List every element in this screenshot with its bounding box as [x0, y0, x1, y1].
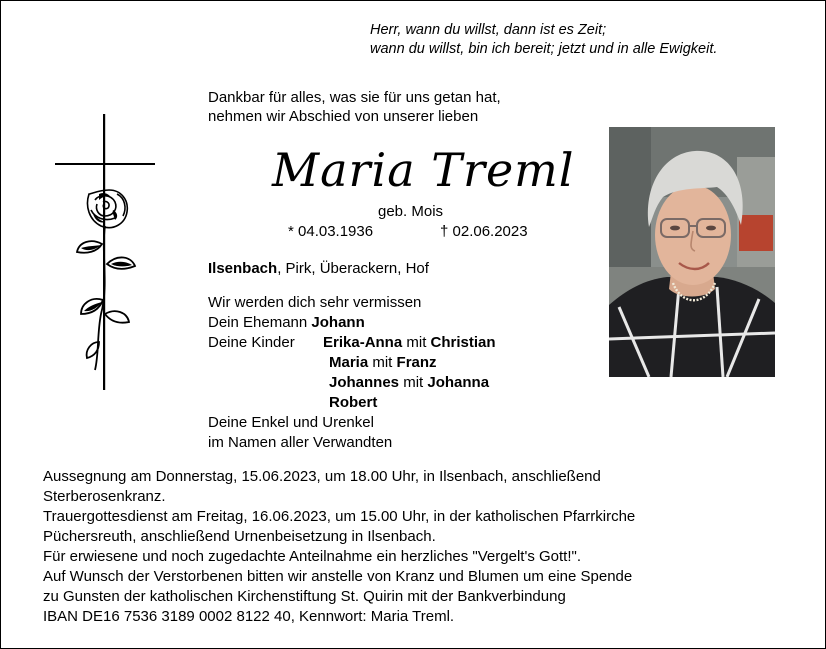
intro-line: Dankbar für alles, was sie für uns getan hat, [208, 89, 501, 106]
mourners-intro: Wir werden dich sehr vermissen [208, 294, 422, 311]
portrait-photo [609, 127, 775, 377]
footer-line: IBAN DE16 7536 3189 0002 8122 40, Kennwort: Maria Treml. [43, 608, 455, 625]
child-name: Robert [329, 394, 378, 411]
child-partner: Franz [396, 354, 437, 371]
child-with: mit [402, 334, 431, 351]
deceased-name: Maria Treml [272, 143, 575, 197]
child-partner: Johanna [427, 374, 490, 391]
place-main: Ilsenbach [208, 260, 278, 277]
cross-with-rose-icon [55, 114, 157, 392]
child-partner: Christian [430, 334, 496, 351]
death-date: † 02.06.2023 [440, 223, 528, 240]
child-entry [323, 333, 496, 353]
birth-date: * 04.03.1936 [288, 223, 374, 240]
intro-text [208, 88, 501, 126]
verse-line: Herr, wann du willst, dann ist es Zeit; [370, 22, 607, 38]
verse-line: wann du willst, bin ich bereit; jetzt und in alle Ewigkeit. [370, 41, 718, 57]
life-dates [288, 222, 538, 241]
child-with: mit [399, 374, 428, 391]
spouse-name: Johann [311, 314, 365, 331]
footer-line: Trauergottesdienst am Freitag, 16.06.2023, um 15.00 Uhr, in der katholischen Pfarrkirche [43, 508, 636, 525]
relatives-line: im Namen aller Verwandten [208, 434, 393, 451]
footer-line: Auf Wunsch der Verstorbenen bitten wir anstelle von Kranz und Blumen um eine Spende [43, 568, 633, 585]
child-name: Erika-Anna [323, 334, 403, 351]
footer-line: Sterberosenkranz. [43, 488, 166, 505]
place-rest: , Pirk, Überackern, Hof [277, 260, 429, 277]
spouse-line [208, 313, 421, 333]
child-entry [329, 393, 377, 413]
child-entry [329, 353, 437, 373]
places [208, 259, 429, 278]
service-details [43, 467, 803, 627]
bible-verse [370, 21, 717, 59]
child-entry [329, 373, 489, 393]
birth-name: geb. Mois [378, 203, 444, 220]
child-name: Johannes [329, 374, 400, 391]
intro-line: nehmen wir Abschied von unserer lieben [208, 108, 479, 125]
children-line [208, 353, 437, 373]
children-line [208, 373, 490, 393]
footer-line: Püchersreuth, anschließend Urnenbeisetzung in Ilsenbach. [43, 528, 436, 545]
footer-line: Aussegnung am Donnerstag, 15.06.2023, um 18.00 Uhr, in Ilsenbach, anschließend [43, 468, 601, 485]
child-name: Maria [329, 354, 369, 371]
footer-line: Für erwiesene und noch zugedachte Anteilnahme ein herzliches "Vergelt's Gott!". [43, 548, 581, 565]
child-with: mit [368, 354, 397, 371]
grandchildren-line: Deine Enkel und Urenkel [208, 414, 374, 431]
spouse-prefix: Dein Ehemann [208, 314, 312, 331]
children-prefix: Deine Kinder [208, 334, 295, 351]
mourners-list [208, 293, 496, 453]
footer-line: zu Gunsten der katholischen Kirchenstiftung St. Quirin mit der Bankverbindung [43, 588, 566, 605]
children-line [208, 333, 496, 353]
children-line [208, 393, 421, 413]
